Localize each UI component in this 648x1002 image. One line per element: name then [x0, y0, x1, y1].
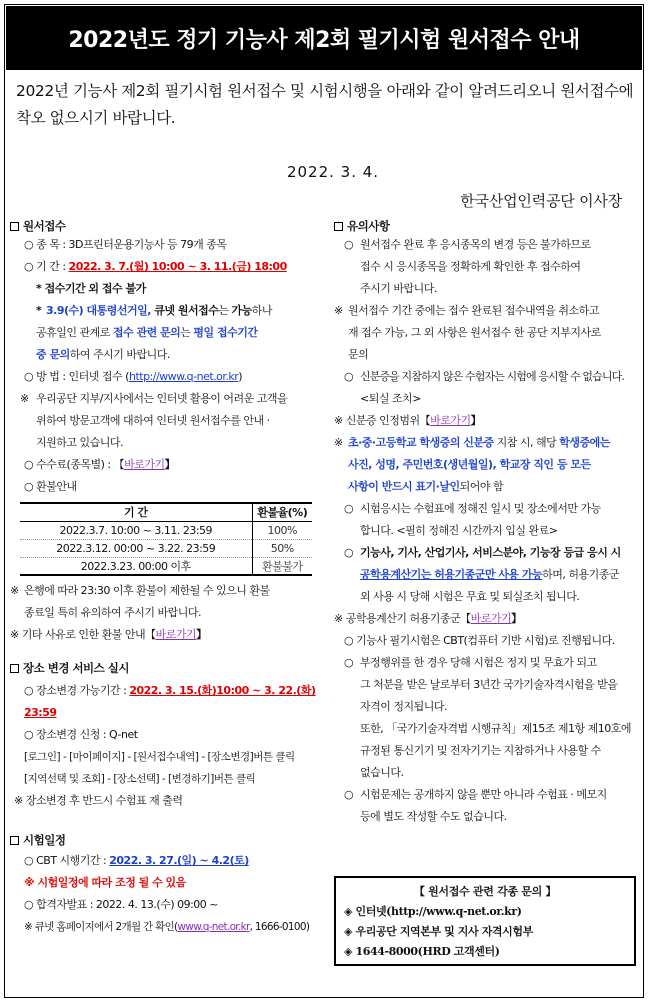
- qnet-check-note: ※ 큐넷 홈페이지에서 2개월 간 확인(www.q-net.or.kr, 1666-0100): [24, 921, 310, 933]
- note-item: ○ 시험응시는 수험표에 정해진 일시 및 장소에서만 가능: [344, 502, 601, 515]
- table-row: 2022.3.12. 00:00 ~ 3.22. 23:59 50%: [20, 539, 312, 557]
- intro-paragraph: 2022년 기능사 제2회 필기시험 원서접수 및 시험시행을 아래와 같이 알려드리오니 원서접수에 착오 없으시기 바랍니다.: [16, 82, 634, 127]
- contact-item: ◈ 1644-8000(HRD 고객센터): [344, 945, 500, 958]
- refund-table: [20, 502, 312, 576]
- right-column: 유의사항 ○ 원서접수 완료 후 응시종목의 변경 등은 불가하므로 접수 시 응시종목을 정확하게 확인한 후 접수하여 주시기 바랍니다. ※ 원서접수 기간 중에는 접수 완료된 접수내역을 취소하고 재 접수 가능, 그 외 사항은 원서접수 한 공단 지부지사로 문의 ○ 신분증을 지참하지 않은 수험자는 시험에 응시할 수 없습니다. <퇴실 조치> ※ 신분증 인정범위【바로가기】 ※ 초·중·고등학교 학생증의 신분증 지참 시, 해당 학생증에는 사진, 성명, 주민번호(생년월일), 학교장 직인 등 모든 사항이 반드시 표기·날인되어야 함 ○ 시험응시는 수험표에 정해진 일시 및 장소에서만 가능 합니다. <필히 정해진 시간까지 입실 완료> ○ 기능사, 기사, 산업기사, 서비스분야, 기능장 등급 응시 시 공학용계산기는 허용기종군만 사용 가능하며, 허용기종군 외 사용 시 당해 시험은 무효 및 퇴실조치 됩니다. ※ 공학용계산기 허용기종군【바로가기】 ○ 기능사 필기시험은 CBT(컴퓨터 기반 시험)로 진행됩니다. ○ 부정행위를 한 경우 당해 시험은 정지 및 무효가 되고 그 처분을 받은 날로부터 3년간 국가기술자격시험을 받을 자격이 정지됩니다. 또한, 「국가기술자격법 시행규칙」제15조 제1항 제10호에 규정된 통신기기 및 전자기기는 지참하거나 사용할 수 없습니다. ○ 시험문제는 공개하지 않을 뿐만 아니라 수험표 · 메모지 등에 별도 작성할 수도 없습니다.: [334, 218, 640, 828]
- contact-heading: 【 원서접수 관련 각종 문의 】: [413, 885, 557, 898]
- apply-period: ○ 기 간 : 2022. 3. 7.(월) 10:00 ~ 3. 11.(금) 18:00: [24, 260, 287, 273]
- contact-item: ◈ 인터넷(http://www.q-net.or.kr): [344, 905, 522, 918]
- apply-subject: ○ 종 목 : 3D프린터운용기능사 등 79개 종목: [24, 238, 227, 251]
- left-column: 원서접수 ○ 종 목 : 3D프린터운용기능사 등 79개 종목 ○ 기 간 : 2022. 3. 7.(월) 10:00 ~ 3. 11.(금) 18:00 * 접수기간 외 접수 불가 * 3.9(수) 대통령선거일, 큐넷 원서접수는 가능하나 공휴일인 관계로 접수 관련 문의는 평일 접수기간 중 문의하여 주시기 바랍니다. ○ 방 법 : 인터넷 접수 (http://www.q-net.or.kr) ※ 우리공단 지부/지사에서는 인터넷 활용이 어려운 고객을 위하여 방문고객에 대하여 인터넷 원서접수를 안내 · 지원하고 있습니다. ○ 수수료(종목별) : 【바로가기】 ○ 환불안내 기 간 환불율(%) 2022.3.7. 10:00 ~ 3.11. 23:59 100% 2022.3.12. 00:00 ~ 3.22. 23:59 50% 2022.3.23. 00:00 이후 환불불가 ※ 은행에 따라 23:30 이후 환불이 제한될 수 있으니 환불 종료일 특히 유의하여 주시기 바랍니다. ※ 기타 사유로 인한 환불 안내【바로가기】 장소 변경 서비스 실시 ○ 장소변경 가능기간 : 2022. 3. 15.(화)10:00 ~ 3. 22.(화) 23:59 ○ 장소변경 신청 : Q-net [로그인] - [마이페이지] - [원서접수내역] - [장소변경]버튼 클릭 [지역선택 및 조회] - [장소선택] - [변경하기]버튼 클릭 ※ 장소변경 후 반드시 수험표 재 출력 시험일정 ○ CBT 시행기간 : 2022. 3. 27.(일) ~ 4.2(토) ※ 시험일정에 따라 조정 될 수 있음 ○ 합격자발표 : 2022. 4. 13.(수) 09:00 ~ ※ 큐넷 홈페이지에서 2개월 간 확인(www.q-net.or.kr, 1666-0100): [10, 218, 322, 938]
- note-item: ○ 원서접수 완료 후 응시종목의 변경 등은 불가하므로: [344, 238, 591, 251]
- venue-period-value: 2022. 3. 15.(화)10:00 ~ 3. 22.(화) 23:59: [24, 684, 316, 719]
- refund-header-period: 기 간: [20, 503, 252, 521]
- table-row: 2022.3.23. 00:00 이후 환불불가: [20, 557, 312, 575]
- fee-link[interactable]: 바로가기: [124, 458, 165, 471]
- id-range-link[interactable]: 바로가기: [430, 414, 471, 427]
- note-item: ※ 원서접수 기간 중에는 접수 완료된 접수내역을 취소하고: [334, 304, 599, 317]
- apply-note-deadline: * 접수기간 외 접수 불가: [36, 282, 146, 295]
- schedule-adjust-note: ※ 시험일정에 따라 조정 될 수 있음: [24, 876, 186, 889]
- note-item: ○ 부정행위를 한 경우 당해 시험은 정지 및 무효가 되고: [344, 656, 597, 669]
- calculator-row: ※ 공학용계산기 허용기종군【바로가기】: [334, 612, 522, 625]
- cbt-period-value: 2022. 3. 27.(일) ~ 4.2(토): [109, 854, 249, 867]
- other-refund-row: ※ 기타 사유로 인한 환불 안내【바로가기】: [10, 628, 207, 641]
- result-announcement: ○ 합격자발표 : 2022. 4. 13.(수) 09:00 ~: [24, 898, 219, 911]
- announcement-date: 2022. 3. 4.: [286, 163, 380, 181]
- refund-header-rate: 환불율(%): [252, 503, 312, 521]
- apply-method: ○ 방 법 : 인터넷 접수 (http://www.q-net.or.kr): [24, 370, 243, 383]
- bank-refund-note: ※ 은행에 따라 23:30 이후 환불이 제한될 수 있으니 환불: [10, 584, 270, 597]
- venue-note: ※ 장소변경 후 반드시 수험표 재 출력: [14, 794, 183, 807]
- square-bullet-icon: [10, 836, 19, 845]
- venue-apply: ○ 장소변경 신청 : Q-net: [24, 728, 138, 741]
- contact-item: ◈ 우리공단 지역본부 및 지사 자격시험부: [344, 925, 533, 938]
- section-heading-schedule: 시험일정: [10, 832, 322, 848]
- venue-step1: [로그인] - [마이페이지] - [원서접수내역] - [장소변경]버튼 클릭: [24, 751, 295, 763]
- branch-support-note: ※ 우리공단 지부/지사에서는 인터넷 활용이 어려운 고객을: [20, 392, 288, 405]
- contact-box: [334, 876, 636, 966]
- note-item: ○ 신분증을 지참하지 않은 수험자는 시험에 응시할 수 없습니다.: [344, 370, 624, 383]
- square-bullet-icon: [10, 222, 19, 231]
- qnet-link[interactable]: http://www.q-net.or.kr: [128, 370, 239, 383]
- note-item: ※ 초·중·고등학교 학생증의 신분증 지참 시, 해당 학생증에는: [334, 436, 610, 449]
- id-range-row: ※ 신분증 인정범위【바로가기】: [334, 414, 482, 427]
- venue-step2: [지역선택 및 조회] - [장소선택] - [변경하기]버튼 클릭: [24, 773, 256, 785]
- apply-note-election: * 3.9(수) 대통령선거일, 큐넷 원서접수는 가능하나: [36, 304, 273, 317]
- other-refund-link[interactable]: 바로가기: [155, 628, 197, 641]
- venue-period: ○ 장소변경 가능기간 : 2022. 3. 15.(화)10:00 ~ 3. 22.(화) 23:59: [24, 684, 316, 719]
- apply-period-value: 2022. 3. 7.(월) 10:00 ~ 3. 11.(금) 18:00: [68, 260, 287, 273]
- calculator-link[interactable]: 바로가기: [470, 612, 512, 625]
- section-heading-apply: 원서접수: [10, 218, 322, 234]
- note-item: ○ 기능사 필기시험은 CBT(컴퓨터 기반 시험)로 진행됩니다.: [344, 634, 615, 647]
- page-title: 2022년도 정기 기능사 제2회 필기시험 원서접수 안내: [6, 6, 642, 70]
- section-heading-venue: 장소 변경 서비스 실시: [10, 660, 322, 676]
- square-bullet-icon: [334, 222, 343, 231]
- refund-label: ○ 환불안내: [24, 480, 77, 493]
- note-item: ○ 기능사, 기사, 산업기사, 서비스분야, 기능장 등급 응시 시: [344, 546, 621, 559]
- fee-row: ○ 수수료(종목별) : 【바로가기】: [24, 458, 176, 471]
- note-item: ○ 시험문제는 공개하지 않을 뿐만 아니라 수험표 · 메모지: [344, 788, 607, 801]
- square-bullet-icon: [10, 664, 19, 673]
- issuer-name: 한국산업인력공단 이사장: [460, 192, 622, 210]
- qnet-short-link[interactable]: www.q-net.or.kr: [177, 921, 250, 933]
- section-heading-notes: 유의사항: [334, 218, 640, 234]
- table-row: 2022.3.7. 10:00 ~ 3.11. 23:59 100%: [20, 521, 312, 539]
- cbt-period: ○ CBT 시행기간 : 2022. 3. 27.(일) ~ 4.2(토): [24, 854, 249, 867]
